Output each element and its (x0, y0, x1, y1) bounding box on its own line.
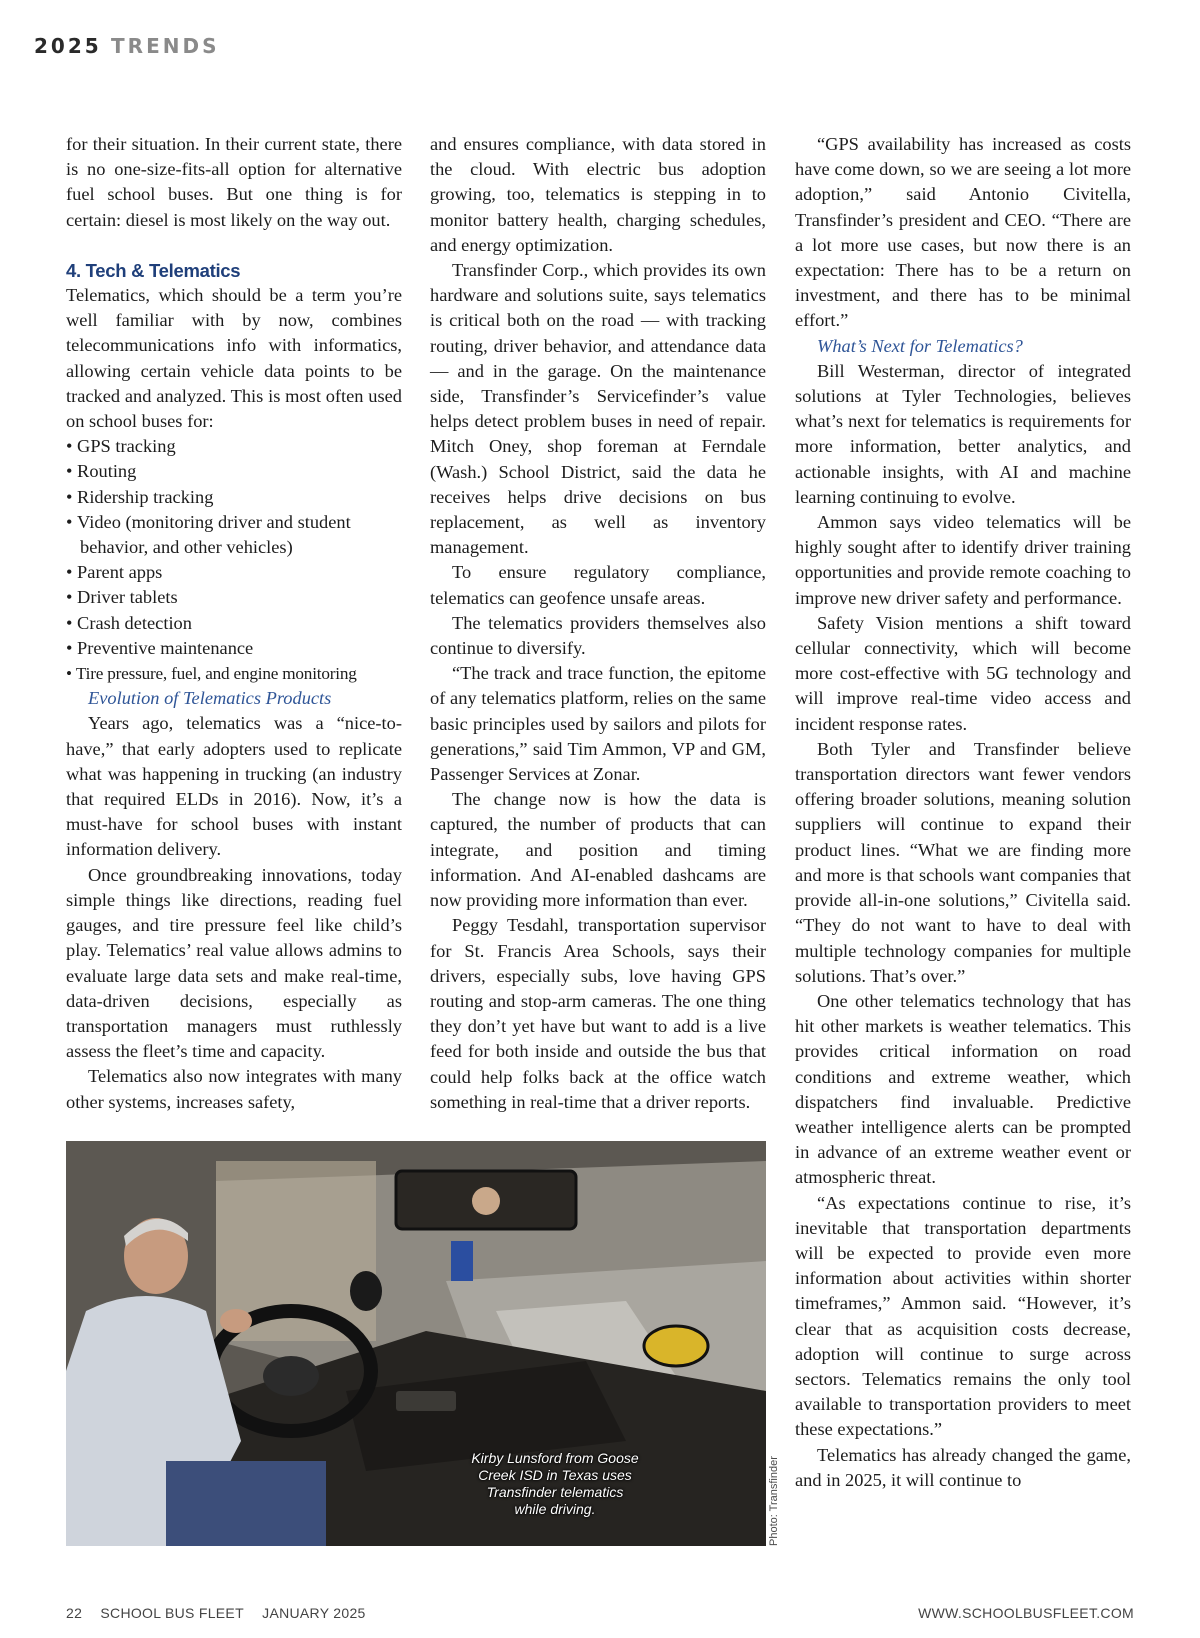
list-item: • Video (monitoring driver and student behavior, and other vehicles) (66, 510, 402, 560)
photo-illustration (66, 1141, 766, 1546)
header-trends: TRENDS (111, 34, 220, 58)
page-footer (66, 1605, 1134, 1621)
paragraph: “The track and trace function, the epitome of any telematics platform, relies on the same basic principles used by sailors and pilots for generations,” said Tim Ammon, VP and GM, Passenger Services at Zonar. (430, 663, 766, 785)
list-item: • Tire pressure, fuel, and engine monitoring (66, 661, 402, 686)
paragraph: Telematics also now integrates with many other systems, increases safety, (66, 1066, 402, 1112)
magazine-name: SCHOOL BUS FLEET (100, 1605, 244, 1621)
paragraph: To ensure regulatory compliance, telematics can geofence unsafe areas. (430, 562, 766, 608)
paragraph: and ensures compliance, with data stored in the cloud. With electric bus adoption growing, too, telematics is stepping in to monitor battery health, charging schedules, and energy optimization. (430, 134, 766, 255)
paragraph: Telematics, which should be a term you’re well familiar with by now, combines telecommunications info with informatics, allowing certain vehicle data points to be tracked and analyzed. This is most often used on school buses for: (66, 285, 402, 432)
article-column-3 (795, 132, 1131, 1493)
list-item: • Ridership tracking (66, 485, 402, 510)
paragraph: The telematics providers themselves also continue to diversify. (430, 612, 766, 659)
paragraph: “As expectations continue to rise, it’s inevitable that transportation departments will be expected to provide even more information about activities within shorter timeframes,” Ammon said. “However, it’s clear that as acquisition costs decrease, adoption will continue to surge across sectors. Telematics remains the only tool available to transportation providers to meet these expectations.” (795, 1192, 1131, 1440)
issue-date: JANUARY 2025 (262, 1605, 366, 1621)
paragraph: Bill Westerman, director of integrated solutions at Tyler Technologies, believes what’s next for telematics is requirements for more information, better analytics, and actionable insights, with AI and machine learning continuing to evolve. (795, 360, 1131, 507)
header-year: 2025 (34, 34, 102, 58)
paragraph: The change now is how the data is captured, the number of products that can integrate, and position and timing information. And AI-enabled dashcams are now providing more information than ever. (430, 789, 766, 911)
paragraph: Both Tyler and Transfinder believe transportation directors want fewer vendors offering broader solutions, meaning solution suppliers will continue to expand their product lines. “What we are finding more and more is that schools want companies that provide all-in-one solutions,” Civitella said. “They do not want to have to deal with multiple technology companies for multiple solutions. That’s over.” (795, 738, 1131, 986)
list-item: • Crash detection (66, 611, 402, 636)
paragraph: “GPS availability has increased as costs have come down, so we are seeing a lot more adoption,” said Antonio Civitella, Transfinder’s president and CEO. “There are a lot more use cases, but now there is an expectation: There has to be a return on investment, and there has to be minimal effort.” (795, 134, 1131, 331)
paragraph: Years ago, telematics was a “nice-to-have,” that early adopters used to replicate what was happening in trucking (an industry that required ELDs in 2016). Now, it’s a must-have for school buses with instant information delivery. (66, 713, 402, 860)
paragraph: One other telematics technology that has hit other markets is weather telematics. This provides critical information on road conditions and extreme weather, which dispatchers find invaluable. Predictive weather intelligence alerts can be prompted in advance of an extreme weather event or atmospheric threat. (795, 990, 1131, 1188)
article-column-1 (66, 132, 402, 1115)
bus-driver-photo (66, 1141, 766, 1546)
footer-left (66, 1605, 380, 1621)
paragraph: Transfinder Corp., which provides its own hardware and solutions suite, says telematics is critical both on the road — with tracking routing, driver behavior, and attendance data — and in the garage. On the maintenance side, Transfinder’s Servicefinder’s value helps detect problem buses in need of repair. Mitch Oney, shop foreman at Ferndale (Wash.) School District, said the data he receives helps drive decisions on bus replacement, as well as inventory management. (430, 260, 766, 558)
paragraph: Ammon says video telematics will be highly sought after to identify driver training opportunities and provide remote coaching to improve new driver safety and performance. (795, 512, 1131, 608)
list-item: • Parent apps (66, 560, 402, 585)
paragraph: Safety Vision mentions a shift toward cellular connectivity, which will become more cost-effective with 5G technology and will improve real-time video access and incident response rates. (795, 612, 1131, 734)
article-column-2 (430, 132, 766, 1115)
list-item: • Routing (66, 459, 402, 484)
photo-caption: Kirby Lunsford from Goose Creek ISD in Texas uses Transfinder telematics while driving. (471, 1450, 639, 1517)
website-link[interactable]: WWW.SCHOOLBUSFLEET.COM (918, 1605, 1134, 1621)
list-item: • Preventive maintenance (66, 636, 402, 661)
bullet-list (66, 434, 402, 686)
subheading: What’s Next for Telematics? (817, 335, 1023, 356)
section-header (34, 34, 219, 58)
photo-credit: Photo: Transfinder (768, 1456, 780, 1546)
paragraph: Peggy Tesdahl, transportation supervisor for St. Francis Area Schools, says their drivers, especially subs, love having GPS routing and stop-arm cameras. The one thing they don’t yet have but want to add is a live feed for both inside and outside the bus that could help folks back at the office watch something in real-time that a driver reports. (430, 915, 766, 1112)
list-item: • Driver tablets (66, 585, 402, 610)
paragraph: Once groundbreaking innovations, today simple things like directions, reading fuel gauges, and tire pressure feel like child’s play. Telematics’ real value allows admins to evaluate large data sets and make real-time, data-driven decisions, especially as transportation managers must ruthlessly assess the fleet’s time and capacity. (66, 864, 402, 1062)
list-item: • GPS tracking (66, 434, 402, 459)
paragraph: Telematics has already changed the game, and in 2025, it will continue to (795, 1444, 1131, 1490)
paragraph: for their situation. In their current state, there is no one-size-fits-all option for alternative fuel school buses. But one thing is for certain: diesel is most likely on the way out. (66, 134, 402, 230)
subheading: Evolution of Telematics Products (88, 688, 332, 709)
page-number: 22 (66, 1605, 83, 1621)
section-heading: 4. Tech & Telematics (66, 259, 241, 281)
